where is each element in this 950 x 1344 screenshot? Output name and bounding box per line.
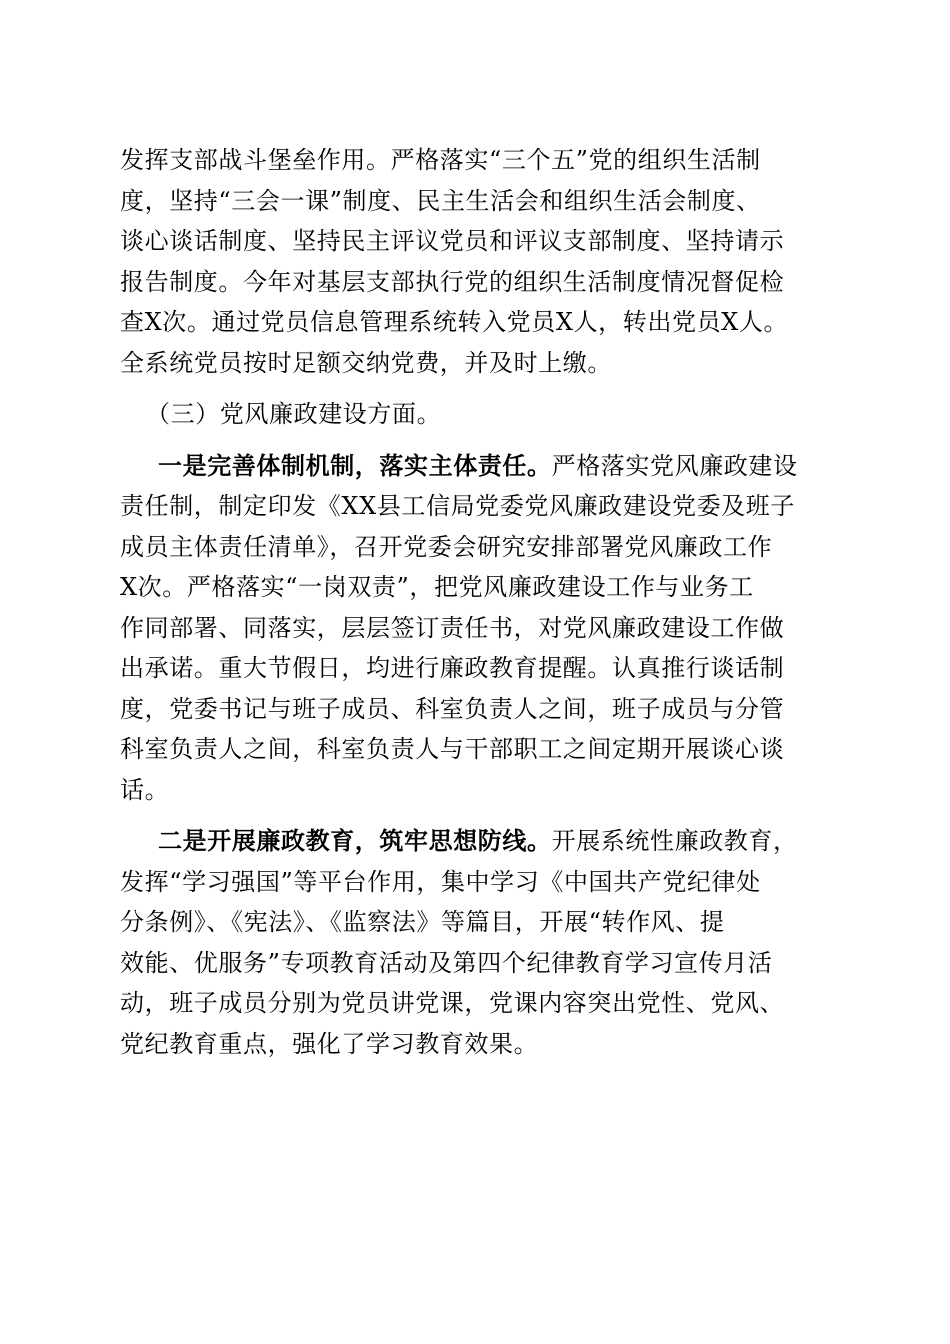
paragraph-first-line bbox=[120, 446, 832, 487]
text-line: 动，班子成员分别为党员讲党课，党课内容突出党性、党风、 bbox=[120, 989, 785, 1017]
paragraph-lead: 一是完善体制机制，落实主体责任。 bbox=[158, 450, 552, 480]
text-line: 发挥支部战斗堡垒作用。严格落实“三个五”党的组织生活制 bbox=[120, 146, 761, 174]
paragraph-lead-rest: 开展系统性廉政教育， bbox=[551, 827, 798, 855]
text-line: 谈心谈话制度、坚持民主评议党员和评议支部制度、坚持请示 bbox=[120, 227, 785, 255]
paragraph-lead-rest: 严格落实党风廉政建设 bbox=[551, 451, 798, 480]
text-line: 科室负责人之间，科室负责人与干部职工之间定期开展谈心谈 bbox=[120, 735, 785, 763]
text-line: 出承诺。重大节假日，均进行廉政教育提醒。认真推行谈话制 bbox=[120, 654, 785, 682]
text-line: 成员主体责任清单》，召开党委会研究安排部署党风廉政工作 bbox=[120, 532, 773, 561]
text-line: 话。 bbox=[120, 775, 170, 804]
text-line: 度，坚持“三会一课”制度、民主生活会和组织生活会制度、 bbox=[120, 186, 761, 215]
text-line: 查X次。通过党员信息管理系统转入党员X人，转出党员X人。 bbox=[120, 308, 789, 336]
text-line: 全系统党员按时足额交纳党费，并及时上缴。 bbox=[120, 348, 612, 377]
paragraph-integrity-education bbox=[120, 821, 832, 1064]
document-page bbox=[120, 140, 832, 1064]
text-line: 责任制，制定印发《XX县工信局党委党风廉政建设党委及班子 bbox=[120, 492, 795, 520]
text-line: 党纪教育重点，强化了学习教育效果。 bbox=[120, 1029, 539, 1058]
text-line: 度，党委书记与班子成员、科室负责人之间，班子成员与分管 bbox=[120, 694, 785, 723]
text-line: 报告制度。今年对基层支部执行党的组织生活制度情况督促检 bbox=[120, 267, 785, 296]
text-line: 作同部署、同落实，层层签订责任书，对党风廉政建设工作做 bbox=[120, 613, 785, 642]
paragraph-lead: 二是开展廉政教育，筑牢思想防线。 bbox=[158, 826, 552, 855]
paragraph-system-mechanism bbox=[120, 446, 832, 811]
paragraph-first-line bbox=[120, 821, 832, 862]
section-heading-3: （三）党风廉政建设方面。 bbox=[146, 400, 442, 428]
text-line: 发挥“学习强国”等平台作用，集中学习《中国共产党纪律处 bbox=[120, 867, 761, 896]
paragraph-party-organization bbox=[120, 140, 832, 383]
text-line: 效能、优服务”专项教育活动及第四个纪律教育学习宣传月活 bbox=[120, 948, 773, 977]
text-line: 分条例》、《宪法》、《监察法》等篇目，开展“转作风、提 bbox=[120, 908, 725, 936]
text-line: X次。严格落实“一岗双责”，把党风廉政建设工作与业务工 bbox=[120, 573, 754, 601]
